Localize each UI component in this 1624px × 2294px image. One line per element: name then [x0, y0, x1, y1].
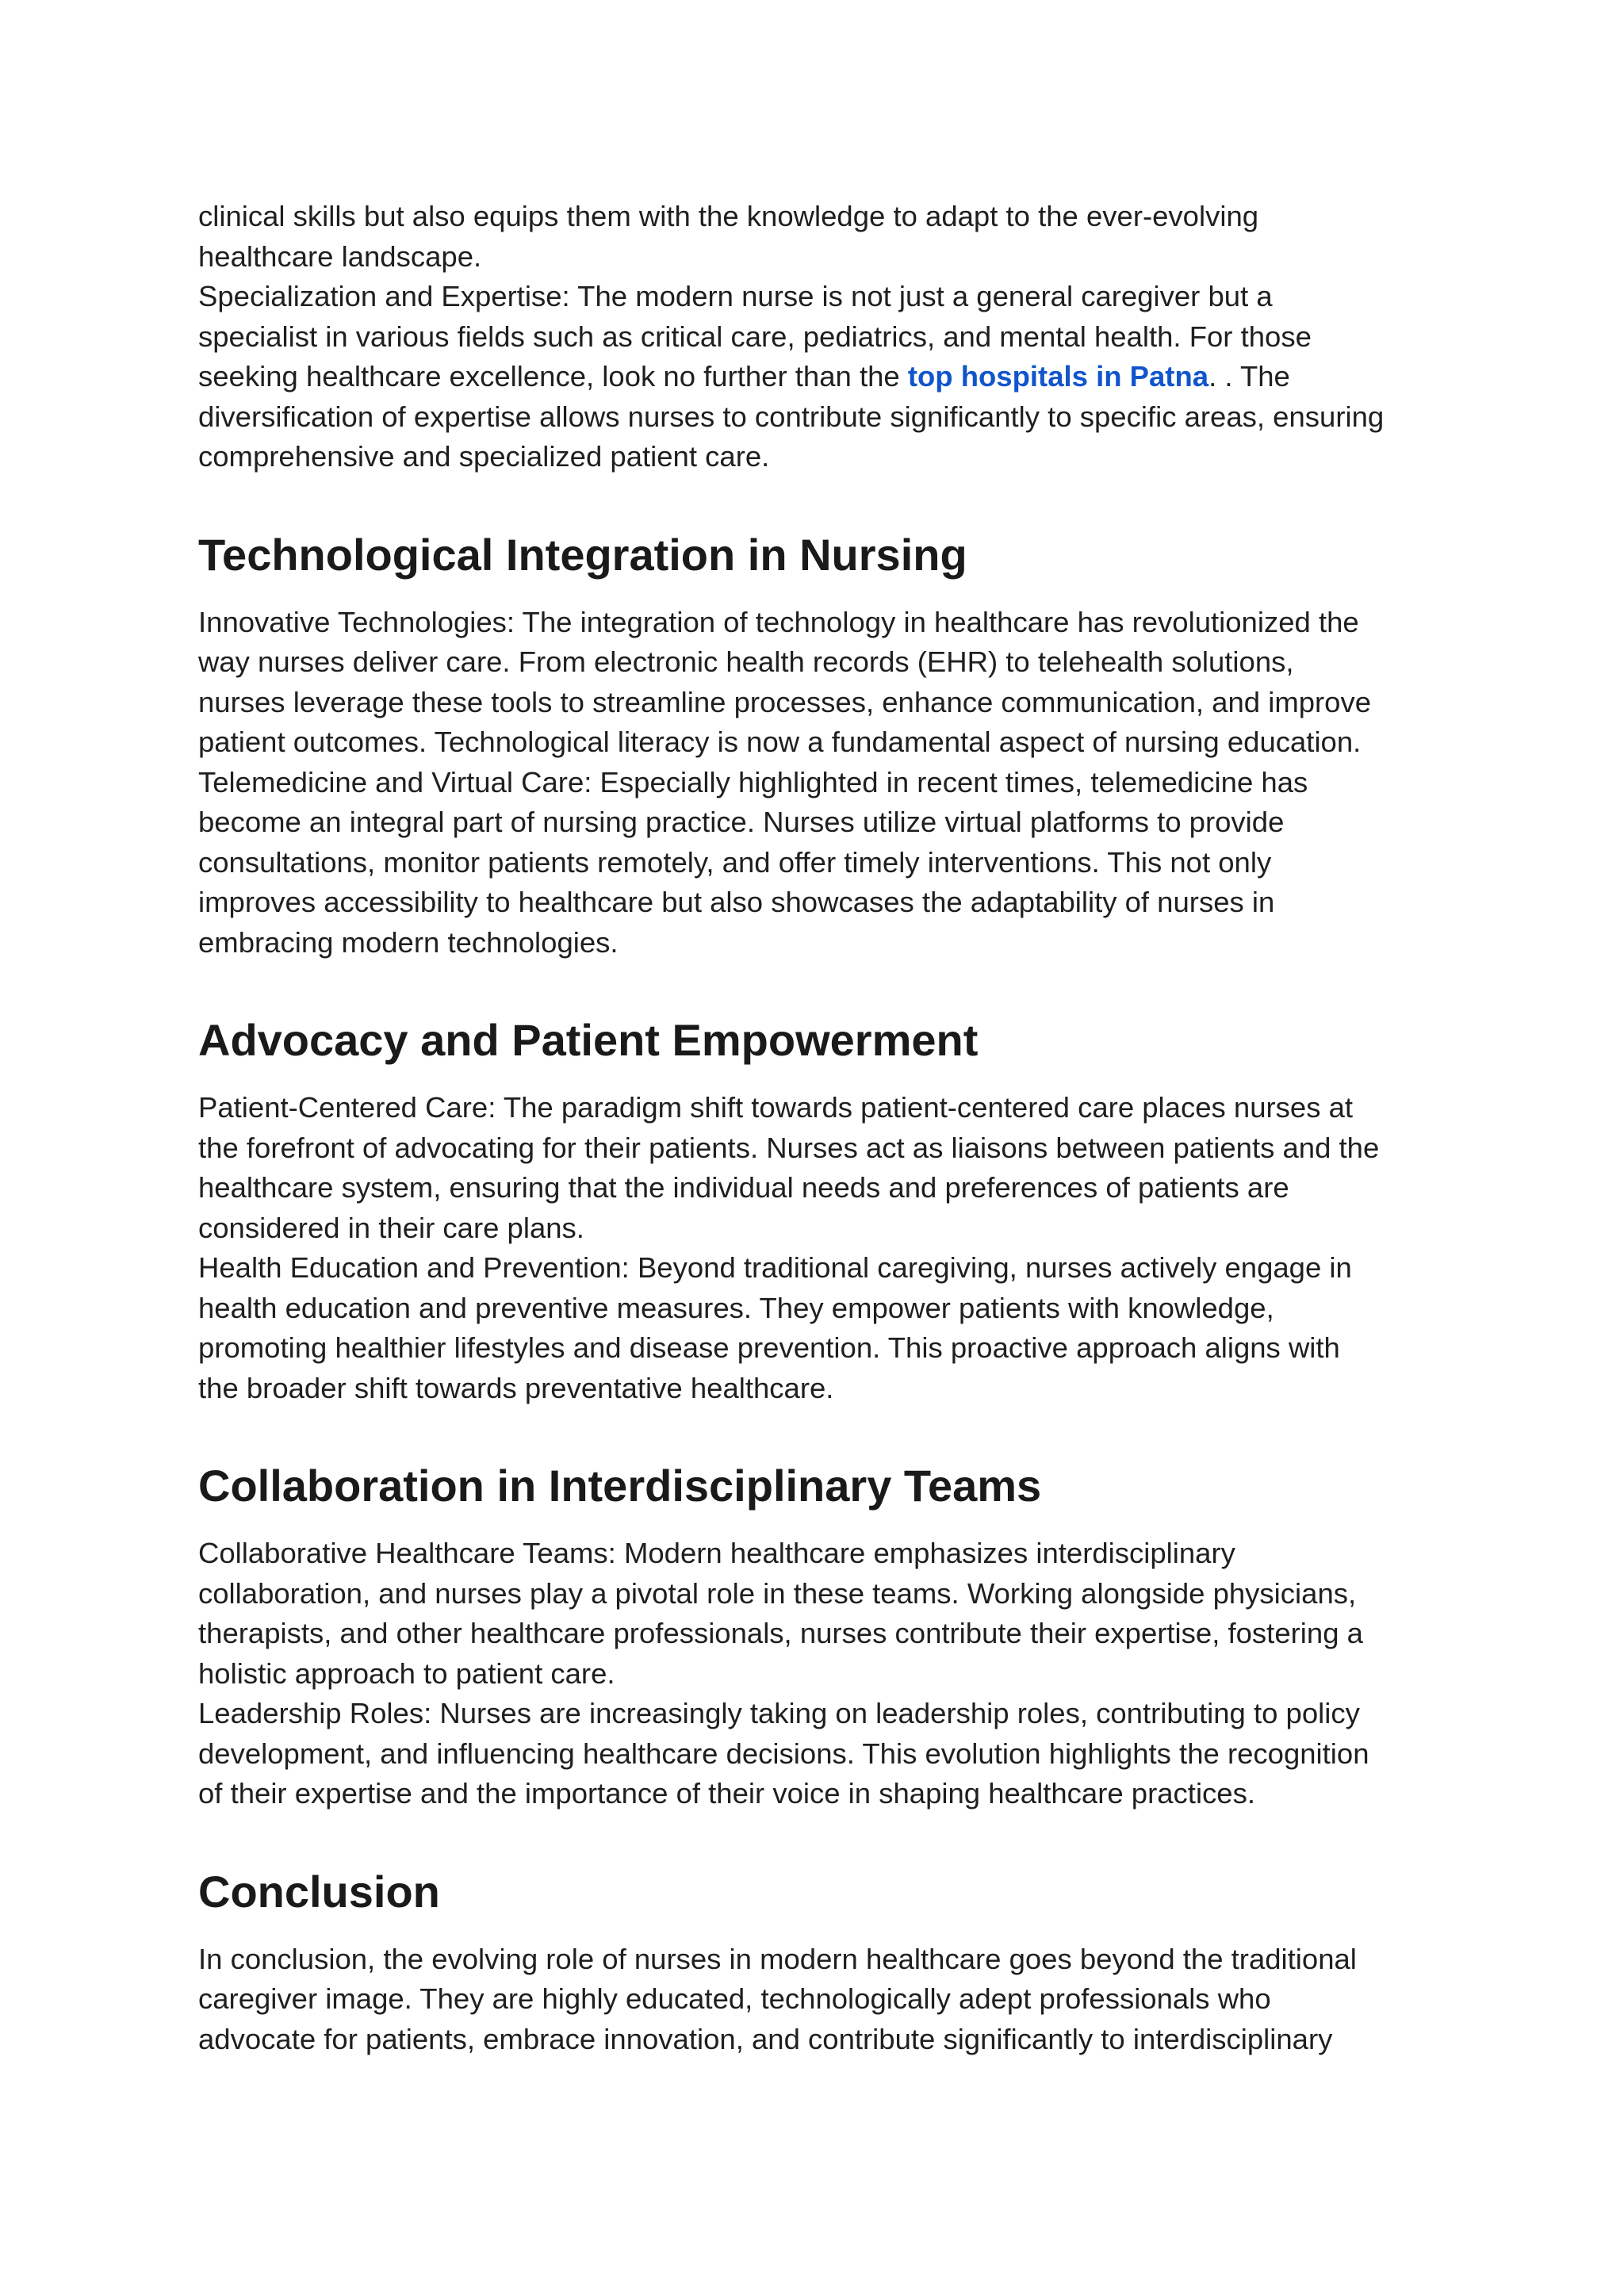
section-heading-collaboration: Collaboration in Interdisciplinary Teams [198, 1461, 1042, 1511]
intro-paragraph [198, 197, 1451, 477]
section-heading-advocacy: Advocacy and Patient Empowerment [198, 1015, 979, 1065]
top-hospitals-link[interactable]: top hospitals in Patna [907, 360, 1209, 393]
intro-line-2: healthcare landscape. [198, 239, 482, 273]
specialization-text: Specialization and Expertise: The modern nurse is not just a general caregiver but a specialist in various fields such as critical care, pediatrics, and mental health. For those seeking healthcare excellence, look no further than the [198, 280, 1312, 393]
section-heading-technological-integration: Technological Integration in Nursing [198, 529, 967, 580]
intro-line-1: clinical skills but also equips them with the knowledge to adapt to the ever-evolving [198, 200, 1259, 232]
section-heading-conclusion: Conclusion [198, 1866, 440, 1917]
specialization-text-continued: . . The diversification of expertise allows nurses to contribute significantly to specific areas, ensuring comprehensive and specialized patient care. [198, 360, 1385, 473]
document-page [198, 197, 1451, 2059]
section-body-collaboration: Collaborative Healthcare Teams: Modern healthcare emphasizes interdisciplinary collaboration, and nurses play a pivotal role in these teams. Working alongside physicians, therapists, and other healthcare professionals, nurses contribute their expertise, fostering a holistic approach to patient care. Leadership Roles: Nurses are increasingly taking on leadership roles, contributing to policy development, and influencing healthcare decisions. This evolution highlights the recognition of their expertise and the importance of their voice in shaping healthcare practices. [198, 1537, 1369, 1810]
section-body-advocacy: Patient-Centered Care: The paradigm shift towards patient-centered care places nurses at the forefront of advocating for their patients. Nurses act as liaisons between patients and the healthcare system, ensuring that the individual needs and preferences of patients are considered in their care plans. Health Education and Prevention: Beyond traditional caregiving, nurses actively engage in health education and preventive measures. They empower patients with knowledge, promoting healthier lifestyles and disease prevention. This proactive approach aligns with the broader shift towards preventative healthcare. [198, 1091, 1380, 1404]
section-body-conclusion: In conclusion, the evolving role of nurses in modern healthcare goes beyond the traditional caregiver image. They are highly educated, technologically adept professionals who advocate for patients, embrace innovation, and contribute significantly to interdisciplinary [198, 1942, 1357, 2055]
section-body-technological-integration: Innovative Technologies: The integration of technology in healthcare has revolutionized the way nurses deliver care. From electronic health records (EHR) to telehealth solutions, nurses leverage these tools to streamline processes, enhance communication, and improve patient outcomes. Technological literacy is now a fundamental aspect of nursing education. Telemedicine and Virtual Care: Especially highlighted in recent times, telemedicine has become an integral part of nursing practice. Nurses utilize virtual platforms to provide consultations, monitor patients remotely, and offer timely interventions. This not only improves accessibility to healthcare but also showcases the adaptability of nurses in embracing modern technologies. [198, 605, 1372, 959]
